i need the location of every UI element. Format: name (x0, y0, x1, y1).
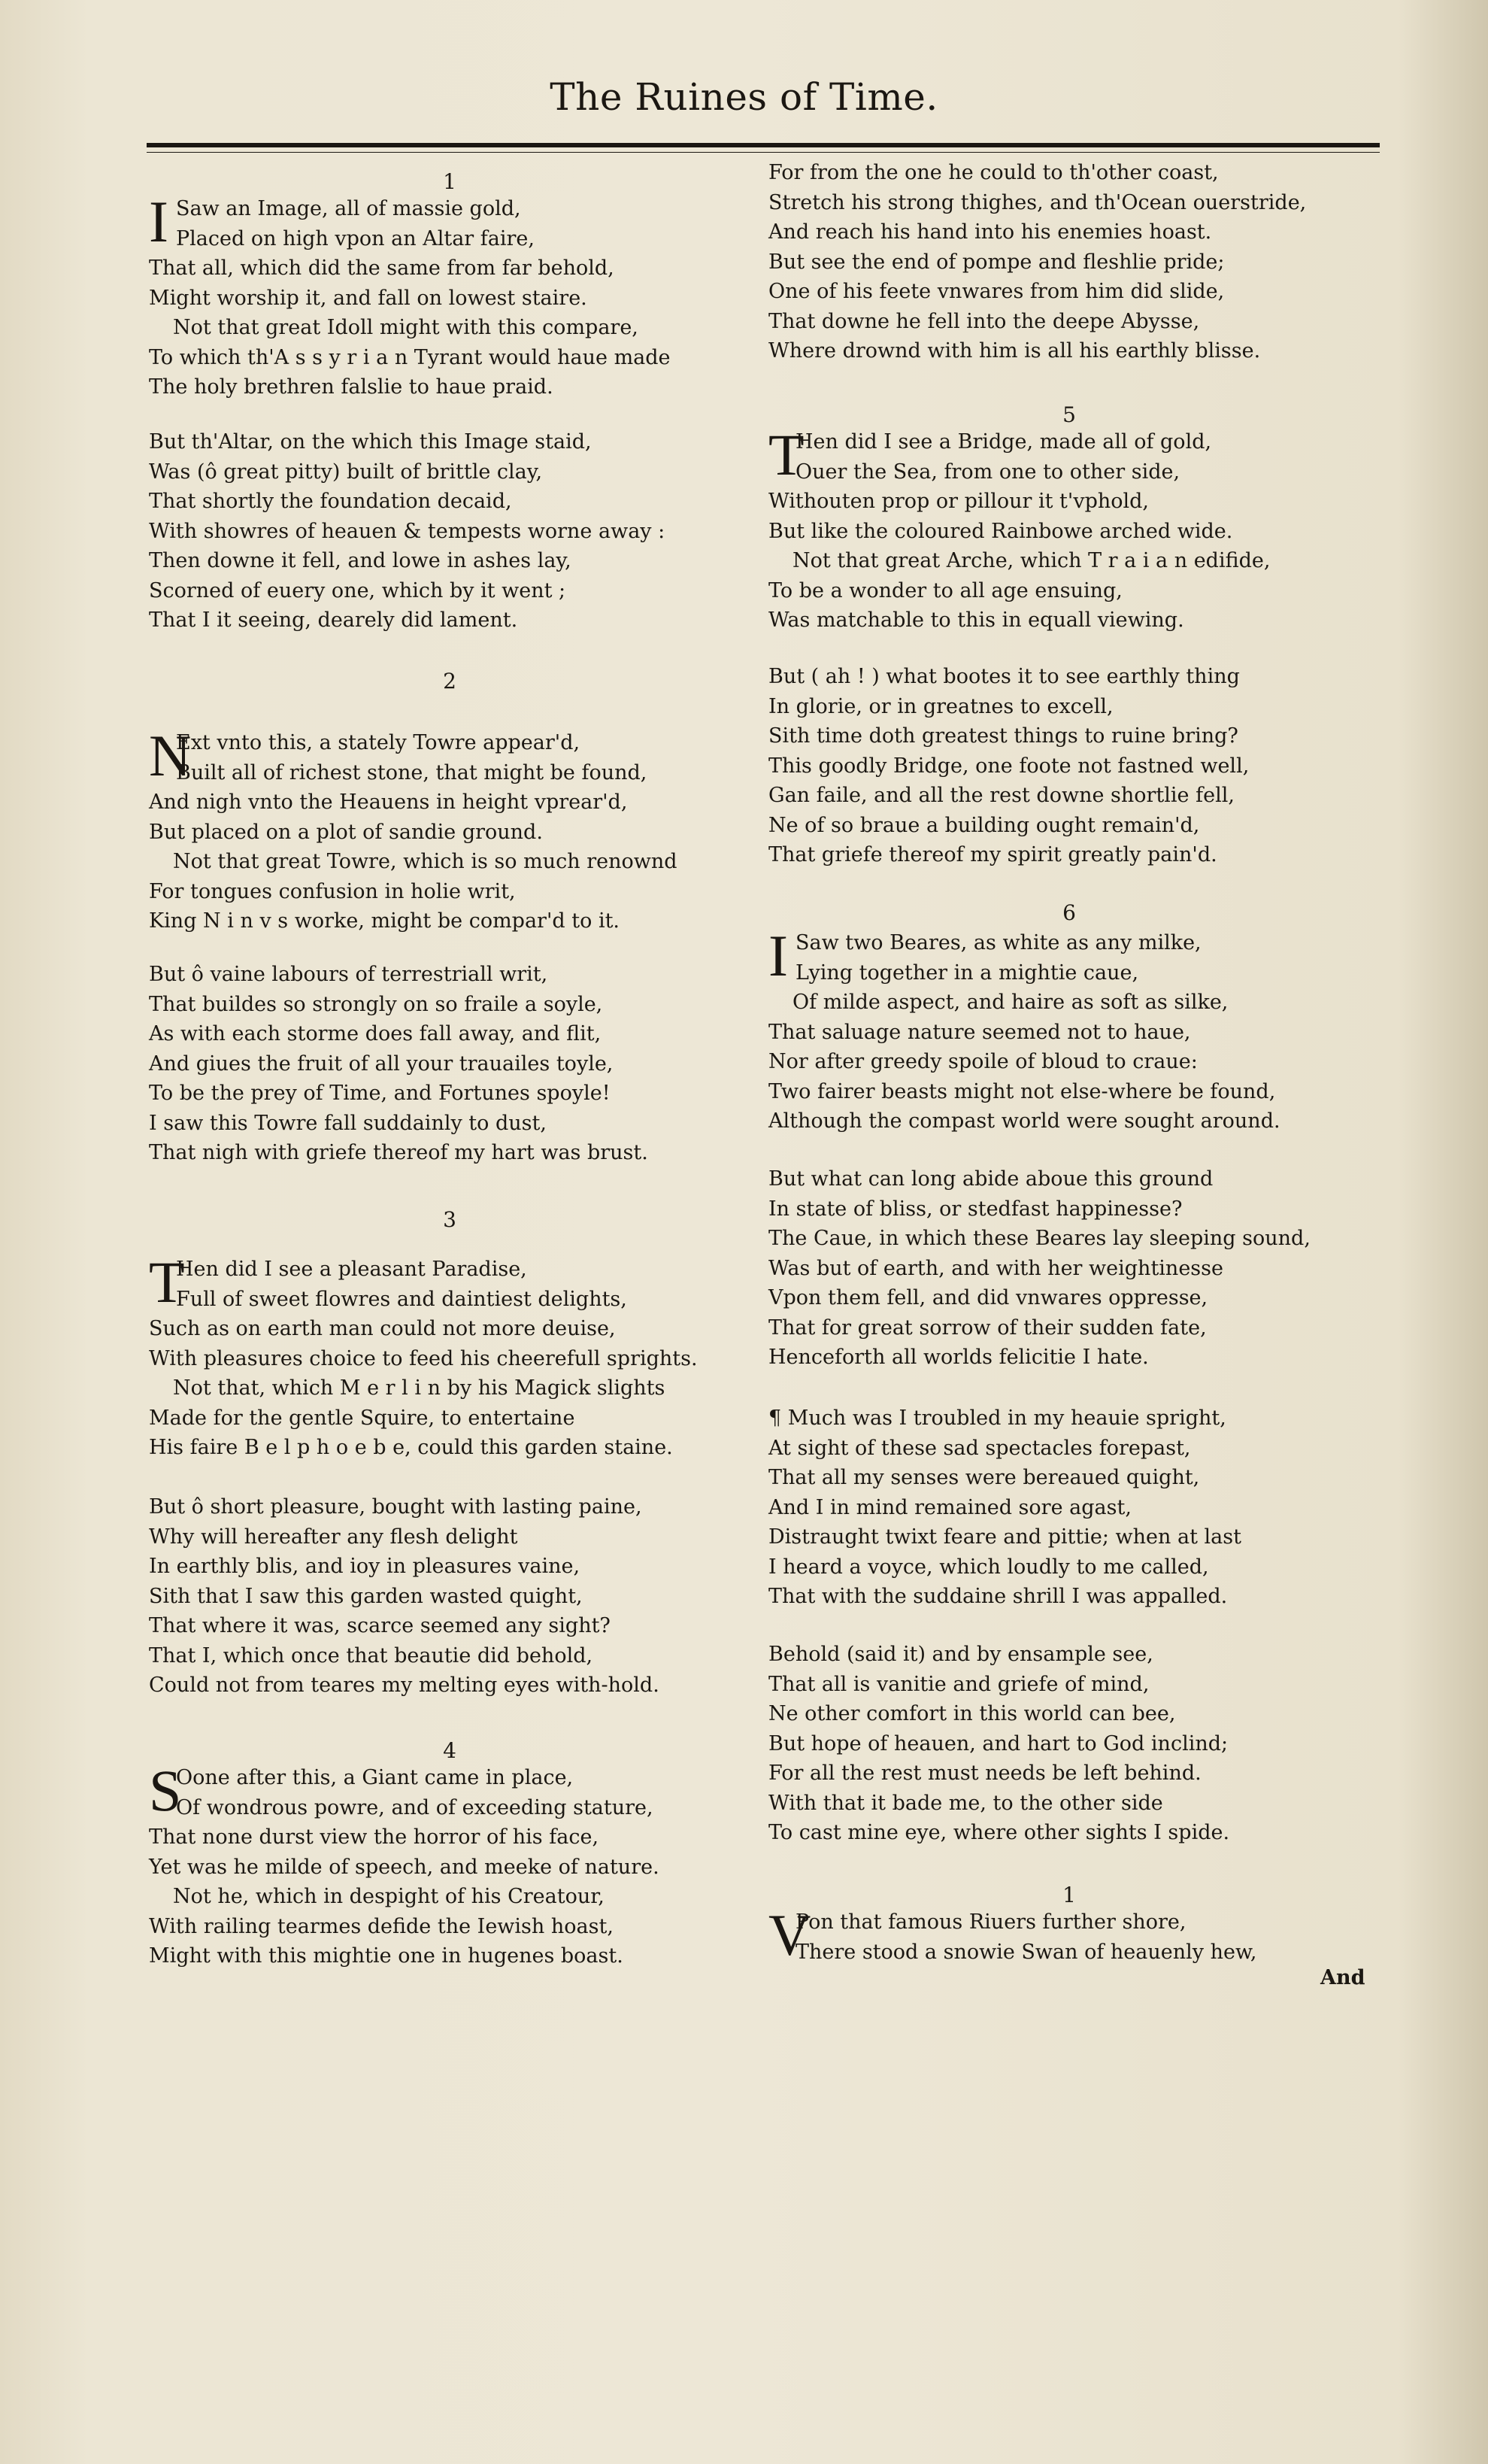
stanza-line: At sight of these sad spectacles forepast, (768, 1436, 1191, 1460)
header-rule-thin (147, 152, 1380, 153)
stanza-line: For from the one he could to th'other coast, (768, 161, 1219, 184)
stanza-line: Then downe it fell, and lowe in ashes lay, (149, 549, 571, 572)
stanza-line: Although the compast world were sought around. (768, 1109, 1280, 1133)
stanza-line: As with each storme does fall away, and flit, (149, 1022, 602, 1045)
stanza-line: Why will hereafter any flesh delight (149, 1525, 518, 1549)
stanza-line: Sith that I saw this garden wasted quight, (149, 1584, 583, 1608)
stanza-line: And reach his hand into his enemies hoast. (768, 220, 1212, 244)
stanza-line: I saw this Towre fall suddainly to dust, (149, 1111, 547, 1135)
stanza-line: Distraught twixt feare and pittie; when at last (768, 1525, 1241, 1549)
stanza-line: But th'Altar, on the which this Image staid, (149, 430, 592, 454)
stanza-line: And I in mind remained sore agast, (768, 1495, 1132, 1519)
stanza-number: 4 (443, 1738, 456, 1763)
stanza-line: With pleasures choice to feed his cheerefull sprights. (149, 1346, 698, 1370)
stanza-line: Built all of richest stone, that might be found, (176, 760, 647, 784)
stanza-line: But placed on a plot of sandie ground. (149, 820, 543, 844)
stanza-line: This goodly Bridge, one foote not fastned well, (768, 754, 1250, 778)
stanza-line: There stood a snowie Swan of heauenly hew, (796, 1940, 1257, 1964)
stanza-line: With showres of heauen & tempests worne away : (149, 519, 665, 543)
stanza-line: T Hen did I see a Bridge, made all of gold, (768, 422, 1212, 487)
stanza-line: But ô vaine labours of terrestriall writ, (149, 963, 548, 986)
stanza-line: That I, which once that beautie did behold, (149, 1643, 593, 1667)
stanza-line: Lying together in a mightie caue, (796, 960, 1139, 985)
stanza-line: Not he, which in despight of his Creatour, (173, 1885, 605, 1908)
stanza-line: Scorned of euery one, which by it went ; (149, 578, 566, 602)
stanza (768, 662, 1370, 870)
stanza-line: That buildes so strongly on so fraile a soyle, (149, 992, 603, 1016)
stanza-line: To be a wonder to all age ensuing, (768, 578, 1123, 602)
page-title: The Ruines of Time. (550, 75, 938, 119)
stanza (768, 1403, 1370, 1612)
drop-cap: V (768, 1902, 811, 1968)
stanza (768, 1640, 1370, 1848)
stanza-line: I Saw two Beares, as white as any milke, (768, 923, 1202, 988)
stanza-line: Might with this mightie one in hugenes boast. (149, 1944, 623, 1968)
stanza-line: But like the coloured Rainbowe arched wide. (768, 519, 1233, 543)
stanza-line: That shortly the foundation decaid, (149, 490, 512, 513)
stanza-line: I heard a voyce, which loudly to me called, (768, 1555, 1209, 1579)
stanza-line: But hope of heauen, and hart to God inclind; (768, 1731, 1229, 1755)
stanza-line: Placed on high vpon an Altar faire, (176, 226, 535, 250)
stanza-line: ¶ Much was I troubled in my heauie spright, (768, 1406, 1226, 1430)
stanza-line: Was but of earth, and with her weightinesse (768, 1256, 1223, 1280)
stanza (768, 422, 1370, 636)
stanza-line: Withouten prop or pillour it t'vphold, (768, 490, 1149, 513)
stanza (768, 1164, 1370, 1373)
stanza-line: Where drownd with him is all his earthly blisse. (768, 339, 1261, 363)
stanza-line: Behold (said it) and by ensample see, (768, 1643, 1153, 1666)
stanza-line: With that it bade me, to the other side (768, 1791, 1163, 1815)
stanza-line: Nor after greedy spoile of bloud to craue: (768, 1050, 1198, 1073)
stanza-line: The Caue, in which these Beares lay sleeping sound, (768, 1227, 1311, 1250)
stanza (149, 427, 750, 636)
stanza-line: Sith time doth greatest things to ruine bring? (768, 724, 1238, 748)
stanza-line: Not that great Towre, which is so much renownd (173, 850, 677, 873)
stanza-line: That none durst view the horror of his face, (149, 1825, 599, 1849)
stanza-line: Two fairer beasts might not else-where be found, (768, 1079, 1276, 1103)
stanza-line: Vpon them fell, and did vnwares oppresse, (768, 1286, 1208, 1309)
stanza-line: To cast mine eye, where other sights I spide. (768, 1821, 1230, 1844)
stanza-line: That for great sorrow of their sudden fate, (768, 1315, 1207, 1340)
stanza-line: Was matchable to this in equall viewing. (768, 608, 1184, 632)
stanza-line: Gan faile, and all the rest downe shortlie fell, (768, 784, 1235, 807)
stanza-line: Henceforth all worlds felicitie I hate. (768, 1346, 1149, 1369)
stanza-line: In state of bliss, or stedfast happinesse? (768, 1197, 1183, 1221)
stanza-line: Not that great Arche, which T r a i a n edifide, (792, 549, 1271, 572)
stanza-number: 1 (1062, 1883, 1076, 1907)
stanza-line: Ouer the Sea, from one to other side, (796, 460, 1180, 484)
stanza-number: 2 (443, 669, 456, 693)
stanza-line: N Ext vnto this, a stately Towre appear'd, (149, 723, 580, 788)
drop-cap: N (149, 723, 192, 788)
stanza-line: That all, which did the same from far behold, (149, 256, 614, 280)
stanza-line: Stretch his strong thighes, and th'Ocean ouerstride, (768, 190, 1307, 214)
stanza-line: But ô short pleasure, bought with lasting paine, (149, 1495, 642, 1519)
stanza-line: In glorie, or in greatnes to excell, (768, 694, 1114, 718)
stanza-line: That downe he fell into the deepe Abysse, (768, 309, 1200, 333)
stanza-line: Not that, which M e r l i n by his Magick slights (173, 1376, 665, 1400)
stanza (149, 1492, 750, 1701)
stanza-line: I Saw an Image, all of massie gold, (149, 189, 521, 254)
stanza (768, 923, 1370, 1136)
stanza-line: For all the rest must needs be left behind. (768, 1762, 1202, 1785)
stanza-line: In earthly blis, and ioy in pleasures vaine, (149, 1555, 580, 1578)
stanza-line: One of his feete vnwares from him did slide, (768, 280, 1225, 303)
stanza-line: With railing tearmes defide the Iewish hoast, (149, 1914, 614, 1938)
stanza-line: To be the prey of Time, and Fortunes spoyle! (149, 1082, 611, 1105)
stanza-line: That where it was, scarce seemed any sight? (149, 1614, 611, 1637)
stanza-line: But ( ah ! ) what bootes it to see earthly thing (768, 665, 1240, 688)
drop-cap: I (149, 189, 168, 254)
stanza (149, 1758, 750, 1971)
stanza-line: And giues the fruit of all your trauailes toyle, (149, 1051, 614, 1076)
stanza-line: That nigh with griefe thereof my hart was brust. (149, 1141, 648, 1164)
stanza-line: Yet was he milde of speech, and meeke of nature. (149, 1855, 659, 1879)
stanza-line: That griefe thereof my spirit greatly pain'd. (768, 843, 1217, 866)
stanza-line: Made for the gentle Squire, to entertaine (149, 1406, 575, 1430)
drop-cap: T (768, 422, 805, 487)
stanza-line: Might worship it, and fall on lowest staire. (149, 286, 587, 310)
stanza-line: Of milde aspect, and haire as soft as silke, (792, 991, 1229, 1014)
stanza-line: King N i n v s worke, might be compar'd to it. (149, 909, 620, 933)
stanza-number: 1 (443, 169, 456, 194)
stanza-line: That saluage nature seemed not to haue, (768, 1020, 1191, 1044)
stanza-line: For tongues confusion in holie writ, (149, 879, 516, 903)
stanza-line: Was (ô great pitty) built of brittle clay, (149, 460, 543, 484)
stanza-line: Ne of so braue a building ought remain'd, (768, 813, 1200, 837)
stanza-line: V Pon that famous Riuers further shore, (768, 1902, 1186, 1968)
stanza-line: That with the suddaine shrill I was appalled. (768, 1585, 1228, 1608)
stanza-line: But what can long abide aboue this ground (768, 1167, 1214, 1191)
stanza-line: Ne other comfort in this world can bee, (768, 1702, 1176, 1725)
stanza-line: T Hen did I see a pleasant Paradise, (149, 1249, 527, 1315)
stanza-line: S Oone after this, a Giant came in place, (149, 1758, 574, 1823)
stanza-number: 6 (1062, 900, 1076, 925)
stanza (149, 1249, 750, 1463)
stanza-line: That I it seeing, dearely did lament. (149, 608, 518, 632)
drop-cap: I (768, 923, 788, 988)
stanza-line: His faire B e l p h o e b e, could this garden staine. (149, 1436, 673, 1459)
stanza-line: And nigh vnto the Heauens in height vprear'd, (149, 790, 628, 814)
stanza-line: Full of sweet flowres and daintiest delights, (176, 1287, 627, 1311)
stanza-line: Could not from teares my melting eyes with-hold. (149, 1674, 659, 1697)
stanza (768, 158, 1370, 366)
stanza-line: To which th'A s s y r i a n Tyrant would haue made (149, 345, 671, 369)
stanza-line: Not that great Idoll might with this compare, (173, 316, 638, 339)
drop-cap: S (149, 1758, 182, 1823)
stanza-line: Such as on earth man could not more deuise, (149, 1317, 616, 1340)
catchword: And (1320, 1966, 1365, 1989)
header-rule (147, 143, 1380, 147)
stanza-line: But see the end of pompe and fleshlie pride; (768, 250, 1225, 274)
stanza-line: Of wondrous powre, and of exceeding stature, (176, 1795, 653, 1819)
drop-cap: T (149, 1249, 185, 1315)
stanza-line: That all is vanitie and griefe of mind, (768, 1672, 1150, 1696)
stanza-number: 5 (1062, 402, 1076, 427)
stanza (149, 723, 750, 936)
stanza-line: The holy brethren falslie to haue praid. (149, 375, 553, 399)
stanza-number: 3 (443, 1207, 456, 1232)
stanza (149, 189, 750, 402)
stanza (149, 960, 750, 1168)
stanza-line: That all my senses were bereaued quight, (768, 1466, 1200, 1489)
stanza (768, 1902, 1370, 1968)
